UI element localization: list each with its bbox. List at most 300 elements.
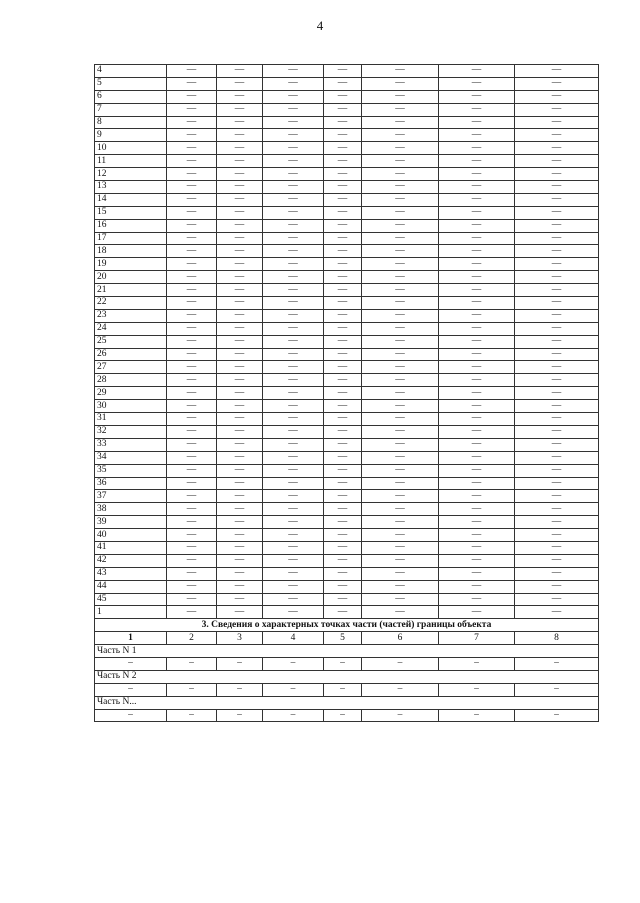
dash-cell: — <box>515 219 599 232</box>
dash-cell: — <box>439 129 515 142</box>
dash-cell: — <box>217 413 263 426</box>
dash-cell: — <box>439 425 515 438</box>
dash-cell: — <box>439 322 515 335</box>
point-number-cell: 9 <box>95 129 167 142</box>
dash-cell: — <box>515 322 599 335</box>
dash-cell: — <box>324 271 362 284</box>
table-row <box>95 155 599 168</box>
dash-cell: — <box>167 503 217 516</box>
table-row <box>95 193 599 206</box>
dash-cell: — <box>167 65 217 78</box>
dash-cell: — <box>217 490 263 503</box>
column-header: 1 <box>95 632 167 645</box>
dash-cell: — <box>362 297 439 310</box>
dash-cell: — <box>263 516 324 529</box>
dash-cell: — <box>217 348 263 361</box>
dash-cell: — <box>362 580 439 593</box>
dash-cell: — <box>515 193 599 206</box>
dash-cell: — <box>167 322 217 335</box>
point-number-cell: 17 <box>95 232 167 245</box>
dash-cell: — <box>439 606 515 619</box>
dash-cell: — <box>167 593 217 606</box>
dash-cell: – <box>324 709 362 722</box>
table-row <box>95 90 599 103</box>
dash-cell: — <box>263 361 324 374</box>
dash-cell: — <box>362 529 439 542</box>
dash-cell: — <box>167 361 217 374</box>
dash-cell: — <box>263 567 324 580</box>
dash-cell: — <box>515 129 599 142</box>
dash-cell: — <box>167 90 217 103</box>
dash-cell: — <box>324 425 362 438</box>
dash-cell: — <box>362 142 439 155</box>
dash-cell: – <box>439 657 515 670</box>
dash-cell: — <box>263 168 324 181</box>
point-number-cell: 34 <box>95 451 167 464</box>
part-label-row <box>95 696 599 709</box>
dash-cell: — <box>324 580 362 593</box>
table-row <box>95 464 599 477</box>
column-header: 5 <box>324 632 362 645</box>
dash-cell: — <box>217 503 263 516</box>
table-row <box>95 425 599 438</box>
dash-cell: — <box>217 374 263 387</box>
dash-cell: – <box>263 683 324 696</box>
column-header: 7 <box>439 632 515 645</box>
dash-cell: — <box>263 606 324 619</box>
dash-cell: — <box>439 155 515 168</box>
dash-cell: — <box>263 503 324 516</box>
dash-cell: — <box>217 425 263 438</box>
dash-cell: — <box>324 477 362 490</box>
dash-cell: — <box>167 335 217 348</box>
dash-cell: — <box>324 400 362 413</box>
dash-cell: — <box>167 219 217 232</box>
dash-cell: — <box>515 90 599 103</box>
table-row <box>95 451 599 464</box>
dash-cell: — <box>217 232 263 245</box>
dash-cell: — <box>439 516 515 529</box>
point-number-cell: 19 <box>95 258 167 271</box>
dash-cell: — <box>217 516 263 529</box>
dash-cell: – <box>515 683 599 696</box>
dash-cell: — <box>324 335 362 348</box>
dash-cell: — <box>515 464 599 477</box>
dash-cell: — <box>263 335 324 348</box>
dash-cell: — <box>324 503 362 516</box>
dash-cell: — <box>362 309 439 322</box>
dash-cell: — <box>439 77 515 90</box>
dash-cell: — <box>217 129 263 142</box>
dash-cell: – <box>439 683 515 696</box>
dash-cell: — <box>439 374 515 387</box>
dash-cell: — <box>362 413 439 426</box>
dash-cell: — <box>362 168 439 181</box>
dash-cell: – <box>95 709 167 722</box>
dash-cell: — <box>167 155 217 168</box>
dash-cell: — <box>439 490 515 503</box>
dash-cell: — <box>362 387 439 400</box>
part-label-row <box>95 645 599 658</box>
dash-cell: — <box>263 322 324 335</box>
dash-cell: — <box>439 103 515 116</box>
dash-cell: — <box>515 335 599 348</box>
dash-cell: — <box>324 297 362 310</box>
dash-cell: — <box>167 580 217 593</box>
part-data-row <box>95 683 599 696</box>
dash-cell: – <box>167 657 217 670</box>
dash-cell: — <box>167 400 217 413</box>
part-data-row <box>95 709 599 722</box>
point-number-cell: 15 <box>95 206 167 219</box>
dash-cell: — <box>324 193 362 206</box>
dash-cell: — <box>439 271 515 284</box>
dash-cell: — <box>217 77 263 90</box>
dash-cell: – <box>217 683 263 696</box>
dash-cell: — <box>167 541 217 554</box>
dash-cell: — <box>515 451 599 464</box>
dash-cell: — <box>324 181 362 194</box>
dash-cell: — <box>217 168 263 181</box>
point-number-cell: 4 <box>95 65 167 78</box>
dash-cell: — <box>263 451 324 464</box>
dash-cell: — <box>167 116 217 129</box>
table-row <box>95 181 599 194</box>
dash-cell: — <box>324 90 362 103</box>
dash-cell: — <box>324 155 362 168</box>
dash-cell: — <box>324 567 362 580</box>
dash-cell: — <box>515 245 599 258</box>
table-row <box>95 567 599 580</box>
table-row <box>95 129 599 142</box>
dash-cell: – <box>217 709 263 722</box>
dash-cell: — <box>217 155 263 168</box>
dash-cell: — <box>263 348 324 361</box>
dash-cell: — <box>362 503 439 516</box>
dash-cell: — <box>217 258 263 271</box>
table-row <box>95 297 599 310</box>
table-row <box>95 580 599 593</box>
dash-cell: — <box>217 181 263 194</box>
point-number-cell: 43 <box>95 567 167 580</box>
dash-cell: — <box>515 284 599 297</box>
dash-cell: — <box>167 168 217 181</box>
dash-cell: — <box>217 116 263 129</box>
dash-cell: — <box>167 374 217 387</box>
dash-cell: — <box>167 554 217 567</box>
dash-cell: — <box>263 438 324 451</box>
point-number-cell: 21 <box>95 284 167 297</box>
dash-cell: — <box>167 297 217 310</box>
dash-cell: — <box>217 271 263 284</box>
dash-cell: – <box>217 657 263 670</box>
dash-cell: — <box>324 516 362 529</box>
table-row <box>95 232 599 245</box>
dash-cell: — <box>217 219 263 232</box>
dash-cell: – <box>439 709 515 722</box>
dash-cell: — <box>263 219 324 232</box>
dash-cell: — <box>439 335 515 348</box>
table-row <box>95 516 599 529</box>
point-number-cell: 16 <box>95 219 167 232</box>
table-row <box>95 400 599 413</box>
dash-cell: — <box>515 477 599 490</box>
dash-cell: — <box>217 580 263 593</box>
dash-cell: — <box>324 232 362 245</box>
dash-cell: — <box>324 606 362 619</box>
column-header: 6 <box>362 632 439 645</box>
dash-cell: — <box>167 193 217 206</box>
dash-cell: — <box>324 65 362 78</box>
table-row <box>95 606 599 619</box>
dash-cell: — <box>167 464 217 477</box>
dash-cell: — <box>439 361 515 374</box>
part-label: Часть N 1 <box>95 645 599 658</box>
dash-cell: – <box>362 709 439 722</box>
dash-cell: — <box>515 155 599 168</box>
dash-cell: — <box>263 258 324 271</box>
dash-cell: — <box>439 309 515 322</box>
dash-cell: — <box>362 464 439 477</box>
dash-cell: — <box>439 348 515 361</box>
dash-cell: — <box>324 541 362 554</box>
part-data-row <box>95 657 599 670</box>
dash-cell: – <box>324 683 362 696</box>
dash-cell: — <box>217 464 263 477</box>
point-number-cell: 42 <box>95 554 167 567</box>
dash-cell: — <box>263 425 324 438</box>
dash-cell: — <box>167 490 217 503</box>
dash-cell: — <box>439 142 515 155</box>
dash-cell: — <box>439 413 515 426</box>
dash-cell: — <box>263 554 324 567</box>
table-row <box>95 206 599 219</box>
part-label: Часть N 2 <box>95 670 599 683</box>
dash-cell: — <box>263 271 324 284</box>
dash-cell: — <box>439 387 515 400</box>
point-number-cell: 6 <box>95 90 167 103</box>
dash-cell: — <box>515 490 599 503</box>
dash-cell: — <box>515 580 599 593</box>
dash-cell: — <box>515 593 599 606</box>
dash-cell: – <box>167 709 217 722</box>
dash-cell: — <box>263 309 324 322</box>
table-row <box>95 477 599 490</box>
dash-cell: — <box>217 438 263 451</box>
dash-cell: — <box>324 284 362 297</box>
dash-cell: — <box>263 245 324 258</box>
dash-cell: — <box>362 451 439 464</box>
page-number: 4 <box>316 18 324 33</box>
dash-cell: — <box>324 413 362 426</box>
dash-cell: — <box>167 181 217 194</box>
dash-cell: – <box>362 657 439 670</box>
dash-cell: — <box>217 400 263 413</box>
point-number-cell: 33 <box>95 438 167 451</box>
dash-cell: — <box>362 425 439 438</box>
dash-cell: — <box>324 219 362 232</box>
dash-cell: — <box>263 284 324 297</box>
dash-cell: — <box>362 129 439 142</box>
dash-cell: — <box>515 374 599 387</box>
table-row <box>95 490 599 503</box>
dash-cell: — <box>324 116 362 129</box>
dash-cell: — <box>439 245 515 258</box>
dash-cell: — <box>362 232 439 245</box>
point-number-cell: 23 <box>95 309 167 322</box>
point-number-cell: 11 <box>95 155 167 168</box>
dash-cell: — <box>439 529 515 542</box>
dash-cell: — <box>217 529 263 542</box>
dash-cell: — <box>439 567 515 580</box>
point-number-cell: 40 <box>95 529 167 542</box>
point-number-cell: 29 <box>95 387 167 400</box>
dash-cell: — <box>324 103 362 116</box>
table-row <box>95 142 599 155</box>
dash-cell: — <box>217 297 263 310</box>
dash-cell: — <box>362 193 439 206</box>
dash-cell: — <box>515 529 599 542</box>
dash-cell: — <box>362 438 439 451</box>
table-row <box>95 529 599 542</box>
table-row <box>95 77 599 90</box>
dash-cell: — <box>515 387 599 400</box>
point-number-cell: 18 <box>95 245 167 258</box>
dash-cell: — <box>324 464 362 477</box>
dash-cell: — <box>362 554 439 567</box>
part-label-row <box>95 670 599 683</box>
dash-cell: — <box>217 142 263 155</box>
point-number-cell: 39 <box>95 516 167 529</box>
dash-cell: — <box>515 258 599 271</box>
dash-cell: — <box>515 271 599 284</box>
dash-cell: — <box>324 142 362 155</box>
dash-cell: — <box>263 374 324 387</box>
table-row <box>95 541 599 554</box>
dash-cell: — <box>439 232 515 245</box>
dash-cell: — <box>362 77 439 90</box>
dash-cell: — <box>324 348 362 361</box>
table-row <box>95 168 599 181</box>
dash-cell: — <box>263 155 324 168</box>
section-title-row <box>95 619 599 632</box>
dash-cell: — <box>167 129 217 142</box>
dash-cell: — <box>324 490 362 503</box>
dash-cell: — <box>362 335 439 348</box>
dash-cell: — <box>217 193 263 206</box>
dash-cell: — <box>439 193 515 206</box>
dash-cell: — <box>263 65 324 78</box>
table-row <box>95 413 599 426</box>
dash-cell: — <box>324 438 362 451</box>
dash-cell: — <box>439 116 515 129</box>
dash-cell: — <box>324 529 362 542</box>
dash-cell: — <box>167 606 217 619</box>
dash-cell: — <box>362 284 439 297</box>
point-number-cell: 13 <box>95 181 167 194</box>
point-number-cell: 22 <box>95 297 167 310</box>
dash-cell: — <box>167 232 217 245</box>
dash-cell: – <box>167 683 217 696</box>
table-row <box>95 387 599 400</box>
point-number-cell: 30 <box>95 400 167 413</box>
table-row <box>95 116 599 129</box>
point-number-cell: 14 <box>95 193 167 206</box>
dash-cell: — <box>217 554 263 567</box>
dash-cell: — <box>515 309 599 322</box>
dash-cell: — <box>263 193 324 206</box>
dash-cell: — <box>167 567 217 580</box>
dash-cell: — <box>167 77 217 90</box>
dash-cell: — <box>439 464 515 477</box>
point-number-cell: 24 <box>95 322 167 335</box>
dash-cell: — <box>263 90 324 103</box>
point-number-cell: 12 <box>95 168 167 181</box>
table-row <box>95 65 599 78</box>
dash-cell: — <box>263 529 324 542</box>
dash-cell: — <box>439 181 515 194</box>
point-number-cell: 32 <box>95 425 167 438</box>
dash-cell: — <box>217 245 263 258</box>
table-row <box>95 309 599 322</box>
dash-cell: — <box>263 477 324 490</box>
column-header: 4 <box>263 632 324 645</box>
dash-cell: — <box>217 477 263 490</box>
dash-cell: — <box>515 425 599 438</box>
dash-cell: – <box>515 709 599 722</box>
dash-cell: — <box>217 387 263 400</box>
dash-cell: — <box>167 516 217 529</box>
dash-cell: – <box>362 683 439 696</box>
point-number-cell: 26 <box>95 348 167 361</box>
dash-cell: — <box>439 219 515 232</box>
dash-cell: — <box>362 516 439 529</box>
dash-cell: — <box>167 245 217 258</box>
dash-cell: — <box>362 400 439 413</box>
dash-cell: — <box>362 361 439 374</box>
point-number-cell: 37 <box>95 490 167 503</box>
dash-cell: — <box>515 77 599 90</box>
dash-cell: — <box>439 438 515 451</box>
dash-cell: — <box>362 65 439 78</box>
point-number-cell: 41 <box>95 541 167 554</box>
point-number-cell: 10 <box>95 142 167 155</box>
dash-cell: — <box>167 413 217 426</box>
point-number-cell: 36 <box>95 477 167 490</box>
point-number-cell: 35 <box>95 464 167 477</box>
dash-cell: — <box>362 206 439 219</box>
dash-cell: — <box>362 245 439 258</box>
dash-cell: – <box>95 657 167 670</box>
dash-cell: — <box>217 541 263 554</box>
dash-cell: — <box>324 554 362 567</box>
dash-cell: — <box>362 219 439 232</box>
part-label: Часть N... <box>95 696 599 709</box>
dash-cell: — <box>515 206 599 219</box>
dash-cell: — <box>167 529 217 542</box>
dash-cell: — <box>439 541 515 554</box>
dash-cell: — <box>324 129 362 142</box>
dash-cell: — <box>362 348 439 361</box>
table-row <box>95 374 599 387</box>
dash-cell: – <box>515 657 599 670</box>
table-row <box>95 219 599 232</box>
column-header-row <box>95 632 599 645</box>
dash-cell: — <box>439 258 515 271</box>
coordinates-table <box>94 64 599 722</box>
dash-cell: — <box>362 606 439 619</box>
dash-cell: — <box>167 451 217 464</box>
